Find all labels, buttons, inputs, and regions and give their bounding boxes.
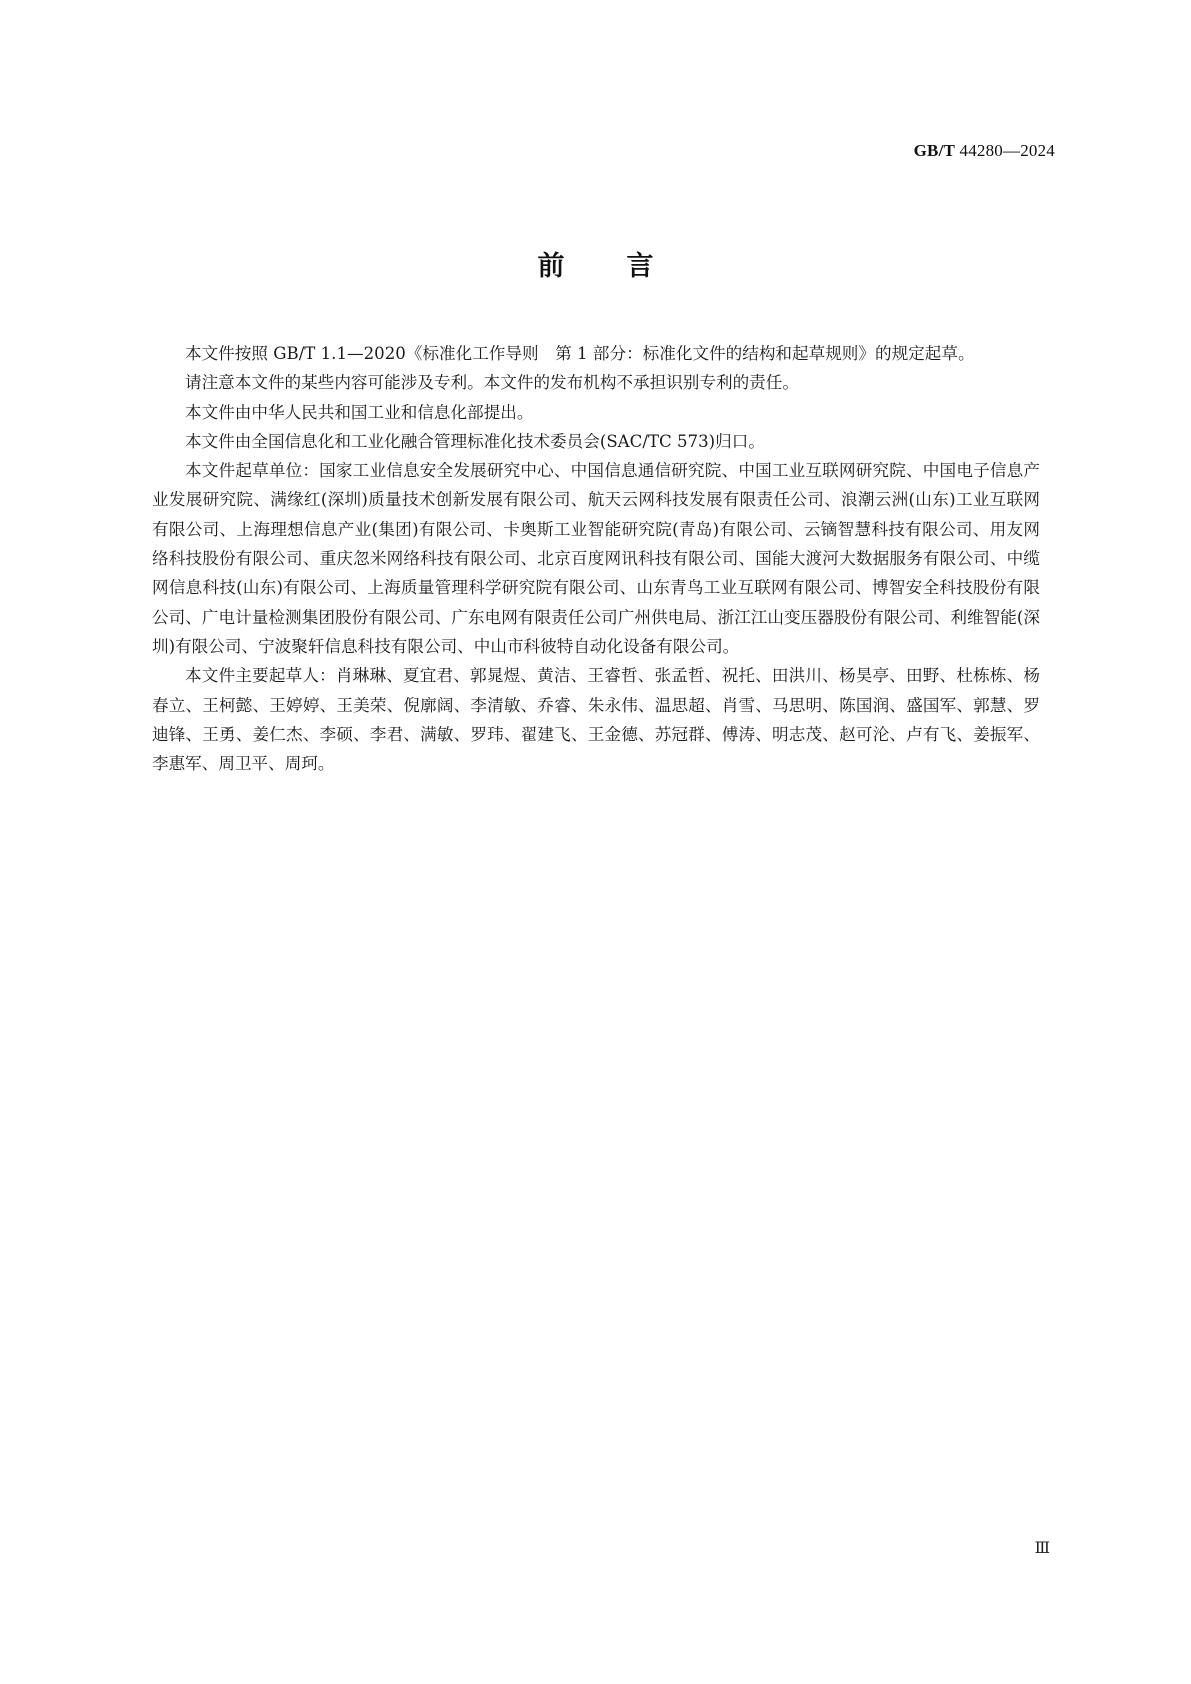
paragraph-drafting-organizations: 本文件起草单位：国家工业信息安全发展研究中心、中国信息通信研究院、中国工业互联网研究院、中国电子信息产业发展研究院、满缘红(深圳)质量技术创新发展有限公司、航天云网科技发展有限责任公司、浪潮云洲(山东)工业互联网有限公司、上海理想信息产业(集团)有限公司、卡奥斯工业智能研究院(青岛)有限公司、云镝智慧科技有限公司、用友网络科技股份有限公司、重庆忽米网络科技有限公司、北京百度网讯科技有限公司、国能大渡河大数据服务有限公司、中缆网信息科技(山东)有限公司、上海质量管理科学研究院有限公司、山东青鸟工业互联网有限公司、博智安全科技股份有限公司、广电计量检测集团股份有限公司、广东电网有限责任公司广州供电局、浙江江山变压器股份有限公司、利维智能(深圳)有限公司、宁波聚轩信息科技有限公司、中山市科彼特自动化设备有限公司。 [152,461,1040,656]
paragraph-main-drafters: 本文件主要起草人：肖琳琳、夏宜君、郭晁煜、黄洁、王睿哲、张孟哲、祝托、田洪川、杨昊亭、田野、杜栋栋、杨春立、王柯懿、王婷婷、王美荣、倪廓阔、李清敏、乔睿、朱永伟、温思超、肖雪、马思明、陈国润、盛国军、郭慧、罗迪锋、王勇、姜仁杰、李硕、李君、满敏、罗玮、翟建飞、王金德、苏冠群、傅涛、明志茂、赵可沦、卢有飞、姜振军、李惠军、周卫平、周珂。 [152,666,1040,774]
page-title: 前言 [537,251,716,282]
foreword-body [152,339,1040,778]
standard-code-prefix: GB/T [913,141,956,160]
standard-code [914,141,1055,161]
page-number: Ⅲ [1034,1540,1050,1557]
paragraph-patent-notice: 请注意本文件的某些内容可能涉及专利。本文件的发布机构不承担识别专利的责任。 [185,373,799,393]
standard-code-number: 44280—2024 [959,141,1055,160]
paragraph-technical-committee: 本文件由全国信息化和工业化融合管理标准化技术委员会(SAC/TC 573)归口。 [185,431,765,451]
paragraph-drafting-rules: 本文件按照 GB/T 1.1—2020《标准化工作导则 第 1 部分：标准化文件的结构和起草规则》的规定起草。 [185,344,975,363]
paragraph-proposer: 本文件由中华人民共和国工业和信息化部提出。 [185,402,534,422]
